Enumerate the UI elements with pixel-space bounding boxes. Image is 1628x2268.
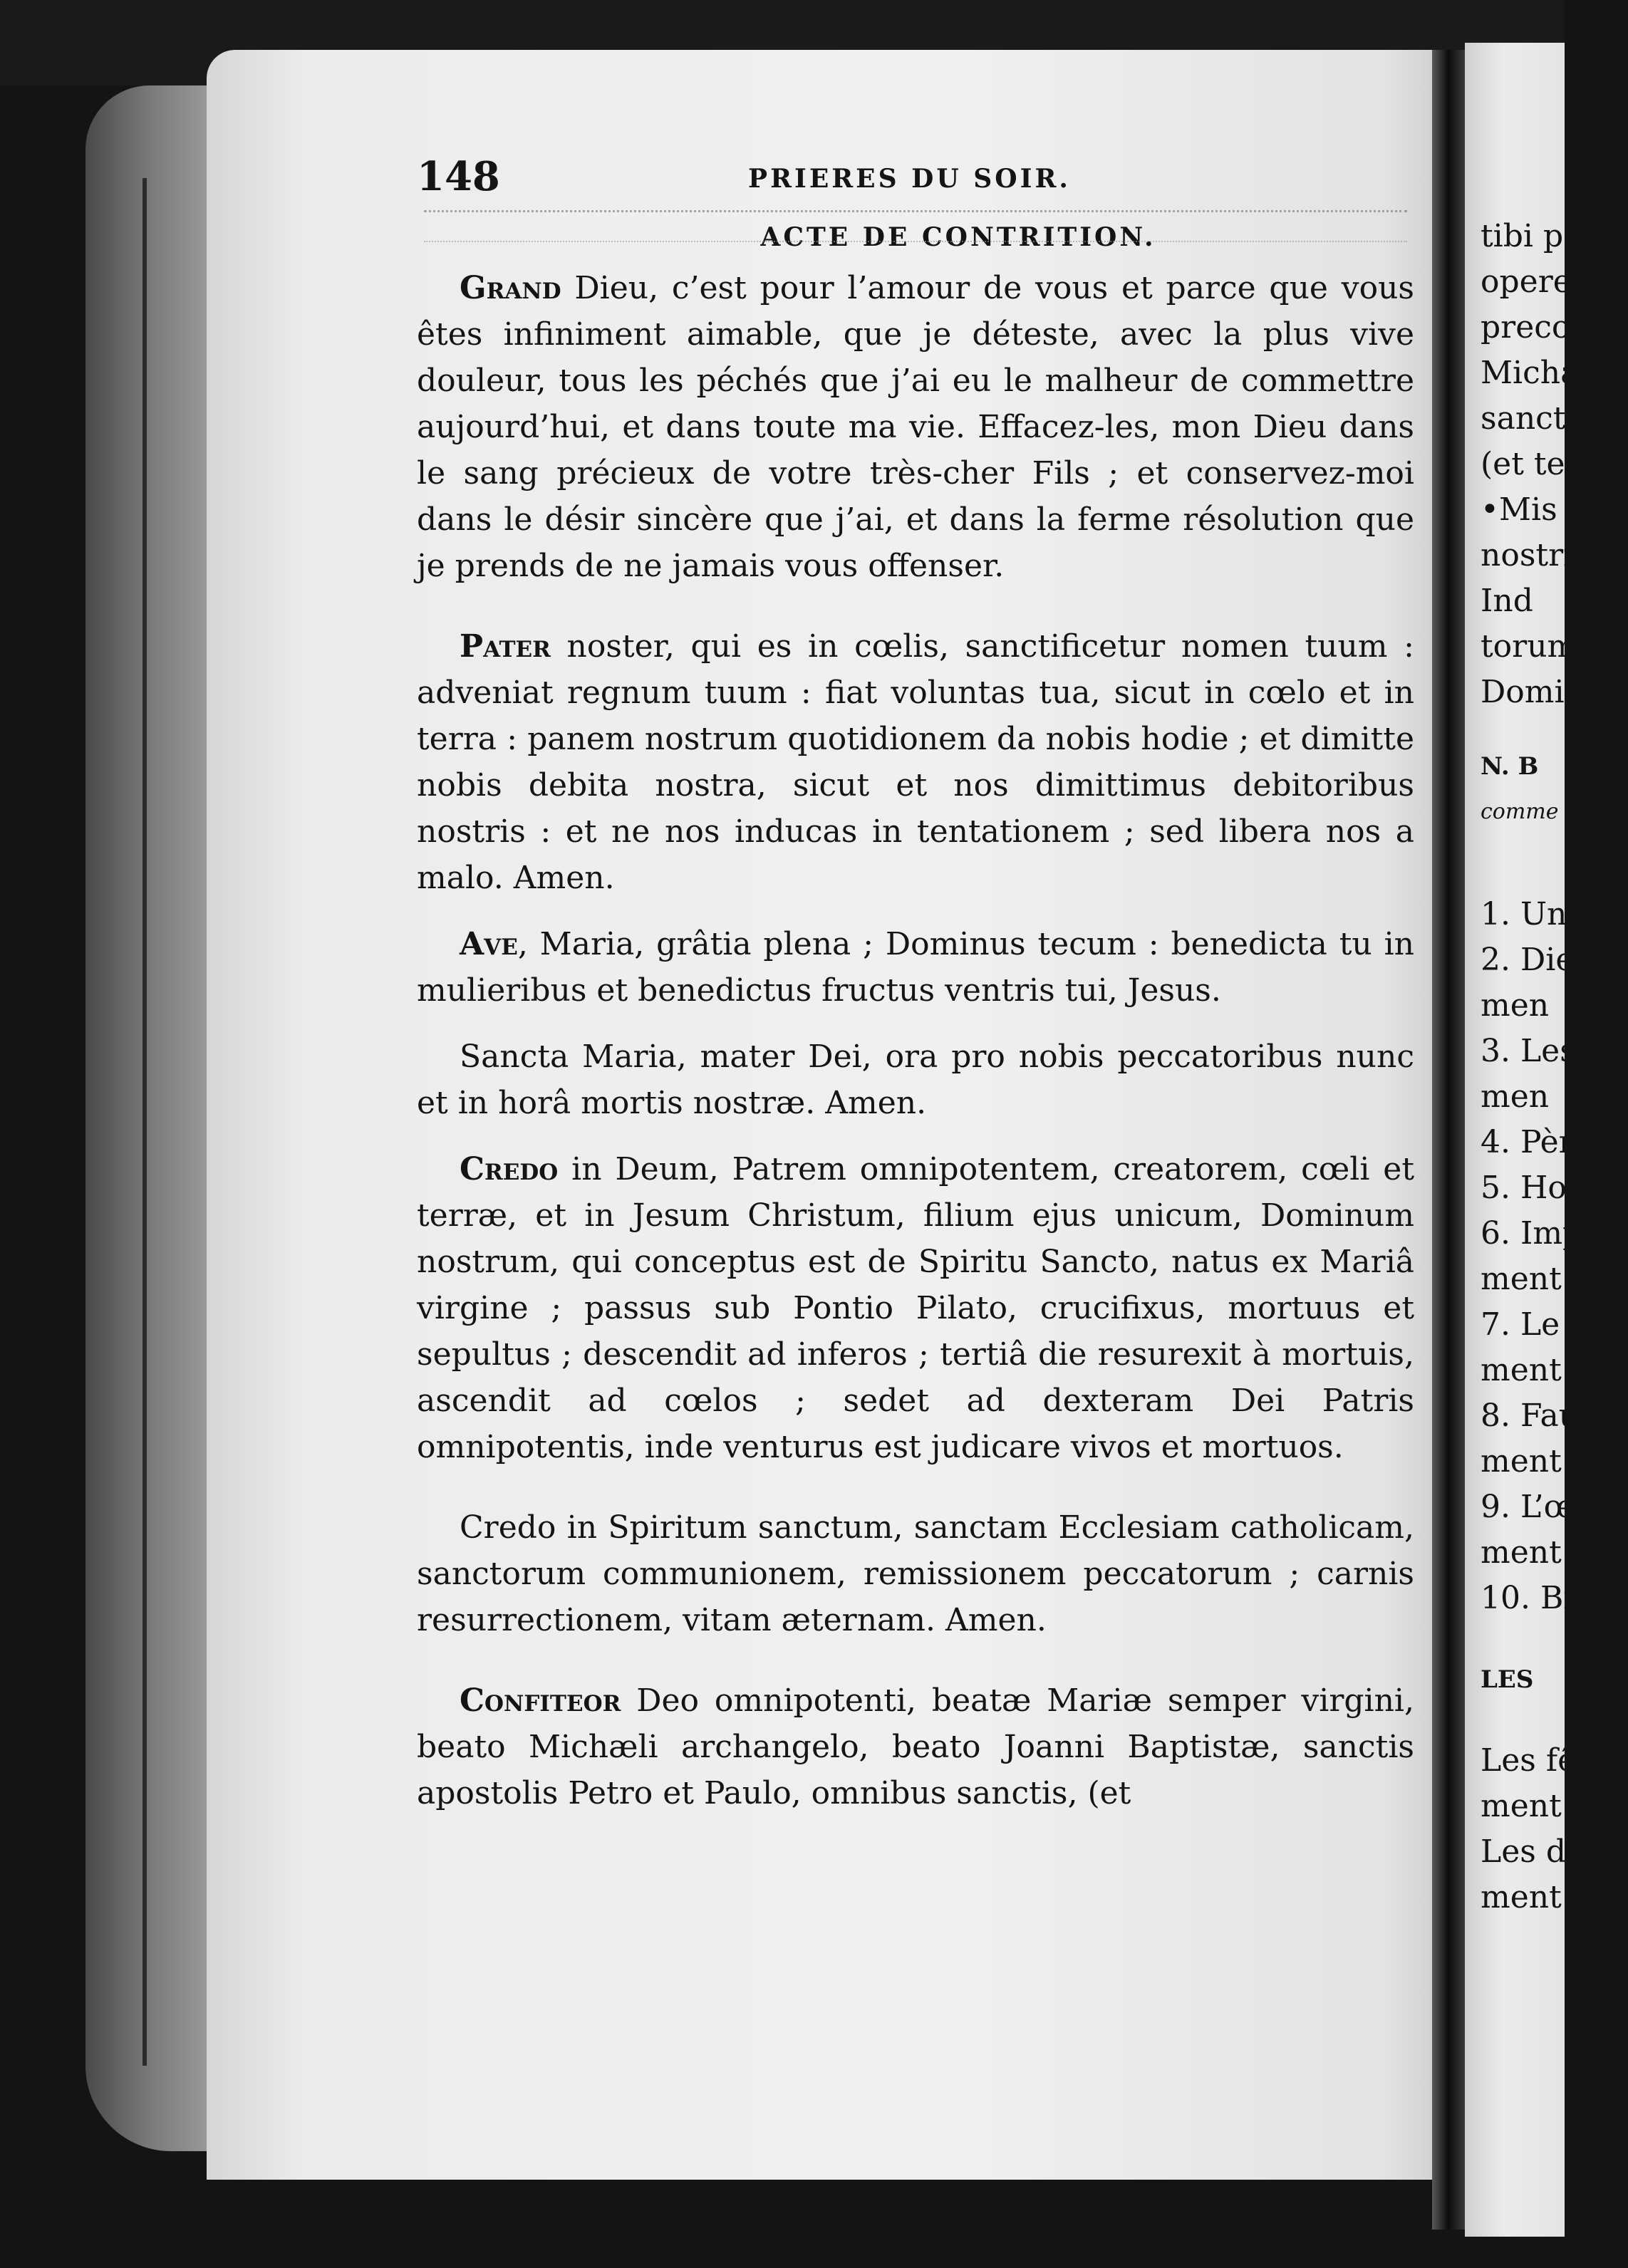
facing-line: men [1481,1078,1550,1115]
running-title: PRIERES DU SOIR. [748,164,1071,194]
paragraph-text: Dieu, c’est pour l’amour de vous et parce que vous êtes infiniment aimable, que je déteste, avec la plus vive douleur, tous les péchés que j’ai eu le malheur de commettre aujourd’hui, et dans toute ma vie. Effacez-les, mon Dieu dans le sang précieux de votre très-cher Fils ; et conservez-moi dans le désir sincère que j’ai, et dans la ferme résolution que je prends de ne jamais vous offenser. [417,270,1414,584]
paragraph-text: Sancta Maria, mater Dei, ora pro nobis peccatoribus nunc et in horâ mortis nostræ. Amen. [417,1039,1414,1121]
facing-line: •Mis [1481,491,1557,528]
facing-line: ment [1481,1352,1562,1388]
facing-line: 4. Père [1481,1124,1592,1160]
paragraph-credo [417,1146,1414,1470]
section-title: ACTE DE CONTRITION. [760,222,1156,252]
facing-line: Micha [1481,355,1580,391]
facing-line: ment. [1481,1879,1572,1915]
left-page-content [417,153,1414,1816]
paragraph-text: Credo in Spiritum sanctum, sanctam Ecclesiam catholicam, sanctorum communionem, remissionem peccatorum ; carnis resurrectionem, vitam æternam. Amen. [417,1509,1414,1638]
facing-line: 3. Les [1481,1033,1576,1069]
paragraph-text: , Maria, grâtia plena ; Dominus tecum : benedicta tu in mulieribus et benedictus fructus ventris tui, Jesus. [417,926,1414,1009]
paragraph-text: Deo omnipotenti, beatæ Mariæ semper virgini, beato Michæli archangelo, beato Joanni Baptistæ, sanctis apostolis Petro et Paulo, omnibus sanctis, (et [417,1682,1414,1811]
lead-word: Confiteor [460,1682,621,1719]
facing-line: comme c [1481,799,1577,824]
lead-word: Ave [460,926,518,962]
facing-line: 10. Biens [1481,1580,1628,1616]
facing-line: torum [1481,628,1577,665]
facing-line: 1. Un [1481,896,1567,932]
facing-line: 9. L’œuv [1481,1489,1613,1525]
facing-page-fragments [1481,214,1628,1920]
facing-line: sancto [1481,400,1585,437]
facing-line: LES [1481,1665,1534,1694]
lead-word: Pater [460,628,551,665]
lead-word: Credo [460,1151,559,1187]
facing-line: 2. Dieu [1481,942,1595,978]
facing-line: ment [1481,1261,1562,1297]
facing-line: 5. Hom [1481,1170,1597,1206]
facing-line: Ind [1481,583,1533,619]
facing-line: ment. [1481,1788,1572,1824]
facing-line: Domin [1481,674,1585,710]
facing-line: (et te [1481,446,1565,482]
facing-line: nostris [1481,537,1590,573]
ornament-rule [424,210,1407,242]
facing-line: 6. Impu [1481,1215,1603,1252]
facing-line: ment. [1481,1443,1572,1479]
lead-word: Grand [460,270,561,306]
page-header [417,153,1414,210]
paragraph-confiteor [417,1677,1414,1816]
paragraph-ave-maria [417,921,1414,1014]
book-gutter [1432,50,1465,2230]
facing-line: tibi p [1481,218,1564,254]
paragraph-acte-de-contrition [417,265,1414,589]
page-edge-shadow [142,178,147,2066]
facing-line: ment. [1481,1534,1572,1571]
facing-line: N. B [1481,752,1539,781]
facing-line: 8. Faux [1481,1398,1597,1434]
paragraph-text: in Deum, Patrem omnipotentem, creatorem, cœli et terræ, et in Jesum Christum, filium ejus unicum, Dominum nostrum, qui conceptus est de Spiritu Sancto, natus ex Mariâ virgine ; passus sub Pontio Pilato, crucifixus, mortuus et sepultus ; descendit ad inferos ; tertiâ die resurexit à mortuis, ascendit ad cœlos ; sedet ad dexteram Dei Patris omnipotentis, inde venturus est judicare vivos et mortuos. [417,1151,1414,1465]
paragraph-pater-noster [417,623,1414,901]
paragraph-sancta-maria [417,1034,1414,1126]
facing-line: men [1481,987,1550,1024]
paragraph-credo-spiritum [417,1504,1414,1643]
paragraph-text: noster, qui es in cœlis, sanctificetur nomen tuum : adveniat regnum tuum : fiat voluntas tua, sicut in cœlo et in terra : panem nostrum quotidionem da nobis hodie ; et dimitte nobis debita nostra, sicut et nos dimittimus debitoribus nostris : et ne nos inducas in tentationem ; sed libera nos a malo. Amen. [417,628,1414,896]
facing-line: Les fête [1481,1742,1607,1779]
page-number: 148 [417,153,500,200]
facing-line: 7. Le bi [1481,1306,1600,1343]
facing-line: Les dim [1481,1833,1606,1870]
facing-line: preco [1481,309,1571,345]
facing-line: opere [1481,264,1572,300]
